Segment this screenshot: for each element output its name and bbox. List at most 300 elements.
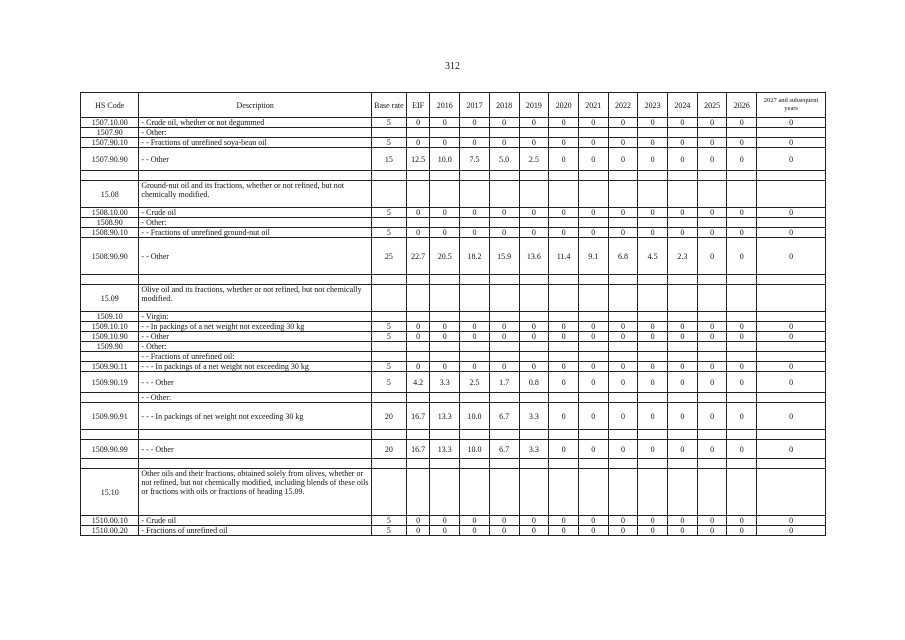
rate-cell: 0 [430,526,460,536]
rate-cell: 0 [668,526,698,536]
rate-cell: 0 [460,208,490,218]
rate-cell [519,128,549,138]
rate-cell: 0 [549,118,579,128]
hs-code-cell [81,352,139,362]
column-header: 2018 [489,93,519,118]
rate-cell [668,393,698,403]
rate-cell: 0 [757,118,826,128]
base-rate-cell [372,285,407,312]
rate-cell [757,469,826,516]
rate-cell [608,342,638,352]
base-rate-cell: 25 [372,238,407,275]
table-row [81,362,826,372]
rate-cell: 0 [430,362,460,372]
table-row [81,516,826,526]
rate-cell [430,352,460,362]
rate-cell: 0 [489,228,519,238]
rate-cell [430,285,460,312]
rate-cell: 0 [638,138,668,148]
rate-cell [697,275,727,285]
rate-cell [406,342,430,352]
rate-cell: 2.5 [460,372,490,393]
rate-cell [697,430,727,440]
rate-cell: 0 [757,440,826,459]
header-row [81,93,826,118]
rate-cell [668,128,698,138]
description-cell [139,459,372,469]
hs-code-cell [81,430,139,440]
rate-cell [638,181,668,208]
rate-cell [608,218,638,228]
rate-cell [757,459,826,469]
rate-cell [519,342,549,352]
rate-cell: 0 [697,403,727,430]
rate-cell: 0 [406,118,430,128]
rate-cell: 0 [608,322,638,332]
rate-cell [757,430,826,440]
hs-code-cell [81,275,139,285]
rate-cell: 0 [549,526,579,536]
rate-cell: 0 [549,372,579,393]
rate-cell [549,275,579,285]
rate-cell: 0 [608,403,638,430]
rate-cell: 0 [578,332,608,342]
hs-code-cell: 1509.90 [81,342,139,352]
rate-cell [549,352,579,362]
table-row [81,238,826,275]
rate-cell: 0 [549,208,579,218]
rate-cell: 0 [489,208,519,218]
rate-cell [406,181,430,208]
table-row [81,322,826,332]
rate-cell [406,393,430,403]
rate-cell [668,430,698,440]
rate-cell: 7.5 [460,148,490,171]
rate-cell: 0 [608,332,638,342]
rate-cell [608,275,638,285]
rate-cell: 0 [406,322,430,332]
rate-cell [727,430,757,440]
rate-cell: 10.0 [460,440,490,459]
rate-cell: 0 [460,516,490,526]
rate-cell: 0 [406,228,430,238]
table-row [81,128,826,138]
description-cell: - - Other [139,148,372,171]
rate-cell [727,171,757,181]
base-rate-cell: 5 [372,362,407,372]
rate-cell [519,285,549,312]
rate-cell [578,312,608,322]
rate-cell: 0 [697,208,727,218]
hs-code-cell [81,393,139,403]
rate-cell [638,352,668,362]
rate-cell: 0 [697,332,727,342]
table-row [81,148,826,171]
table-row [81,469,826,516]
rate-cell: 0 [549,322,579,332]
table-row [81,138,826,148]
base-rate-cell [372,352,407,362]
description-cell: - Other: [139,218,372,228]
rate-cell [578,275,608,285]
base-rate-cell [372,393,407,403]
rate-cell [608,430,638,440]
rate-cell [757,312,826,322]
rate-cell: 0 [727,228,757,238]
rate-cell [578,469,608,516]
table-row [81,228,826,238]
description-cell: - - Other [139,332,372,342]
rate-cell [489,275,519,285]
rate-cell [638,128,668,138]
rate-cell: 5.0 [489,148,519,171]
rate-cell [489,459,519,469]
base-rate-cell: 5 [372,372,407,393]
rate-cell: 0 [489,118,519,128]
rate-cell: 0 [697,322,727,332]
rate-cell: 0 [727,403,757,430]
rate-cell: 0 [519,208,549,218]
rate-cell [697,312,727,322]
rate-cell [489,469,519,516]
rate-cell: 0 [406,516,430,526]
rate-cell [697,459,727,469]
rate-cell [549,459,579,469]
rate-cell [519,469,549,516]
rate-cell: 0 [549,148,579,171]
base-rate-cell [372,128,407,138]
rate-cell [406,469,430,516]
rate-cell [727,275,757,285]
rate-cell: 0 [578,228,608,238]
table-row [81,181,826,208]
rate-cell [638,171,668,181]
base-rate-cell: 5 [372,516,407,526]
rate-cell [638,469,668,516]
rate-cell: 0 [668,362,698,372]
table-body [81,118,826,536]
rate-cell [668,218,698,228]
rate-cell [430,275,460,285]
rate-cell: 0 [638,526,668,536]
rate-cell: 0 [460,526,490,536]
rate-cell: 0 [578,372,608,393]
column-header: 2027 and subsequent years [757,93,826,118]
rate-cell [406,171,430,181]
rate-cell: 0 [757,228,826,238]
rate-cell: 0 [638,148,668,171]
rate-cell [549,312,579,322]
rate-cell [460,285,490,312]
description-cell: - - Other [139,238,372,275]
table-row [81,393,826,403]
rate-cell: 0 [430,138,460,148]
rate-cell [697,342,727,352]
rate-cell [578,393,608,403]
column-header: 2016 [430,93,460,118]
base-rate-cell: 5 [372,332,407,342]
rate-cell: 0 [578,138,608,148]
hs-code-cell: 1509.90.99 [81,440,139,459]
rate-cell [489,128,519,138]
rate-cell [460,393,490,403]
rate-cell [460,469,490,516]
rate-cell [697,469,727,516]
hs-code-cell [81,459,139,469]
rate-cell [697,181,727,208]
rate-cell: 0 [757,322,826,332]
rate-cell: 0 [638,332,668,342]
rate-cell: 0 [430,208,460,218]
rate-cell: 0 [668,228,698,238]
rate-cell [489,352,519,362]
table-row [81,218,826,228]
rate-cell: 13.6 [519,238,549,275]
base-rate-cell [372,342,407,352]
rate-cell: 4.5 [638,238,668,275]
rate-cell [406,459,430,469]
rate-cell [489,312,519,322]
rate-cell: 0 [638,208,668,218]
base-rate-cell: 20 [372,403,407,430]
column-header: 2019 [519,93,549,118]
rate-cell: 0 [549,228,579,238]
rate-cell [668,285,698,312]
column-header: 2026 [727,93,757,118]
description-cell [139,171,372,181]
rate-cell [430,430,460,440]
rate-cell [406,352,430,362]
rate-cell: 3.3 [430,372,460,393]
rate-cell [460,128,490,138]
rate-cell: 0 [489,332,519,342]
base-rate-cell: 15 [372,148,407,171]
rate-cell: 0 [638,440,668,459]
rate-cell: 0 [578,208,608,218]
rate-cell [638,430,668,440]
rate-cell [697,128,727,138]
description-cell [139,275,372,285]
column-header: Base rate [372,93,407,118]
rate-cell: 0 [519,516,549,526]
rate-cell [757,342,826,352]
rate-cell: 0 [519,118,549,128]
rate-cell [430,128,460,138]
base-rate-cell [372,312,407,322]
rate-cell: 0 [549,332,579,342]
rate-cell: 0 [430,322,460,332]
rate-cell [578,128,608,138]
rate-cell [519,218,549,228]
hs-code-cell: 1507.90.10 [81,138,139,148]
rate-cell: 22.7 [406,238,430,275]
column-header: 2022 [608,93,638,118]
rate-cell [727,459,757,469]
table-row [81,526,826,536]
rate-cell: 0 [727,526,757,536]
rate-cell: 0 [519,526,549,536]
description-cell: - Crude oil [139,208,372,218]
rate-cell: 0 [727,208,757,218]
rate-cell: 0 [727,148,757,171]
hs-code-cell: 1507.90.90 [81,148,139,171]
base-rate-cell [372,469,407,516]
rate-cell [549,218,579,228]
table-row [81,342,826,352]
rate-cell: 13.3 [430,403,460,430]
rate-cell: 0 [697,148,727,171]
description-cell: - - Other: [139,393,372,403]
rate-cell: 13.3 [430,440,460,459]
rate-cell [519,181,549,208]
rate-cell [430,342,460,352]
rate-cell [430,459,460,469]
description-cell: - Virgin: [139,312,372,322]
rate-cell: 0 [757,516,826,526]
rate-cell [519,430,549,440]
tariff-schedule-table [80,92,826,536]
base-rate-cell [372,218,407,228]
rate-cell: 0.8 [519,372,549,393]
table-row [81,312,826,322]
rate-cell: 0 [489,138,519,148]
rate-cell: 0 [460,362,490,372]
rate-cell: 0 [668,138,698,148]
table-row [81,459,826,469]
column-header: 2021 [578,93,608,118]
hs-code-cell: 1508.90 [81,218,139,228]
rate-cell [608,469,638,516]
rate-cell [549,469,579,516]
rate-cell [668,312,698,322]
rate-cell: 0 [668,440,698,459]
rate-cell: 0 [727,372,757,393]
rate-cell [549,393,579,403]
rate-cell: 0 [460,228,490,238]
base-rate-cell: 5 [372,208,407,218]
rate-cell: 0 [519,362,549,372]
hs-code-cell: 1508.10.00 [81,208,139,218]
rate-cell [430,218,460,228]
table-row [81,332,826,342]
hs-code-cell: 1509.10.10 [81,322,139,332]
rate-cell: 0 [757,332,826,342]
rate-cell: 0 [460,118,490,128]
column-header: 2023 [638,93,668,118]
rate-cell: 0 [430,118,460,128]
rate-cell [638,218,668,228]
description-cell: - - - Other [139,440,372,459]
rate-cell: 0 [549,403,579,430]
rate-cell: 1.7 [489,372,519,393]
rate-cell: 0 [578,440,608,459]
rate-cell [430,181,460,208]
rate-cell: 0 [578,362,608,372]
rate-cell [668,459,698,469]
rate-cell: 10.0 [430,148,460,171]
rate-cell [608,285,638,312]
rate-cell: 0 [727,516,757,526]
page-number: 312 [445,61,460,72]
rate-cell: 0 [727,138,757,148]
column-header: HS Code [81,93,139,118]
hs-code-cell: 1507.10.00 [81,118,139,128]
rate-cell [578,218,608,228]
rate-cell [638,393,668,403]
rate-cell [727,352,757,362]
rate-cell: 0 [578,526,608,536]
rate-cell: 0 [697,440,727,459]
rate-cell [406,285,430,312]
rate-cell: 0 [757,148,826,171]
rate-cell: 0 [668,332,698,342]
base-rate-cell: 5 [372,138,407,148]
rate-cell: 0 [489,516,519,526]
description-cell: - Fractions of unrefined oil [139,526,372,536]
rate-cell: 10.0 [460,403,490,430]
base-rate-cell [372,181,407,208]
description-cell: - Crude oil [139,516,372,526]
rate-cell: 0 [668,372,698,393]
rate-cell [460,342,490,352]
rate-cell [668,171,698,181]
rate-cell: 15.9 [489,238,519,275]
rate-cell [430,312,460,322]
rate-cell [727,342,757,352]
rate-cell: 0 [406,332,430,342]
description-cell: - - In packings of a net weight not exceeding 30 kg [139,322,372,332]
rate-cell [406,128,430,138]
rate-cell [668,342,698,352]
rate-cell: 0 [519,228,549,238]
rate-cell: 6.8 [608,238,638,275]
rate-cell: 11.4 [549,238,579,275]
rate-cell [727,312,757,322]
rate-cell [489,393,519,403]
base-rate-cell [372,430,407,440]
rate-cell [757,285,826,312]
rate-cell [460,275,490,285]
rate-cell: 0 [757,526,826,536]
hs-code-cell: 15.09 [81,285,139,312]
description-cell: - - Fractions of unrefined soya-bean oil [139,138,372,148]
rate-cell: 3.3 [519,403,549,430]
rate-cell: 0 [608,516,638,526]
rate-cell: 0 [549,362,579,372]
hs-code-cell: 1509.10 [81,312,139,322]
description-cell: Ground-nut oil and its fractions, whether or not refined, but not chemically modified. [139,181,372,208]
rate-cell: 0 [460,322,490,332]
rate-cell [578,285,608,312]
rate-cell [757,218,826,228]
rate-cell: 0 [608,138,638,148]
rate-cell: 0 [697,362,727,372]
hs-code-cell: 1510.00.20 [81,526,139,536]
table-row [81,171,826,181]
rate-cell [697,393,727,403]
rate-cell: 0 [727,332,757,342]
rate-cell: 0 [757,208,826,218]
rate-cell [489,171,519,181]
rate-cell: 0 [668,118,698,128]
rate-cell [489,430,519,440]
rate-cell [460,181,490,208]
base-rate-cell: 20 [372,440,407,459]
rate-cell [697,218,727,228]
rate-cell: 0 [549,440,579,459]
hs-code-cell: 15.10 [81,469,139,516]
table-row [81,352,826,362]
